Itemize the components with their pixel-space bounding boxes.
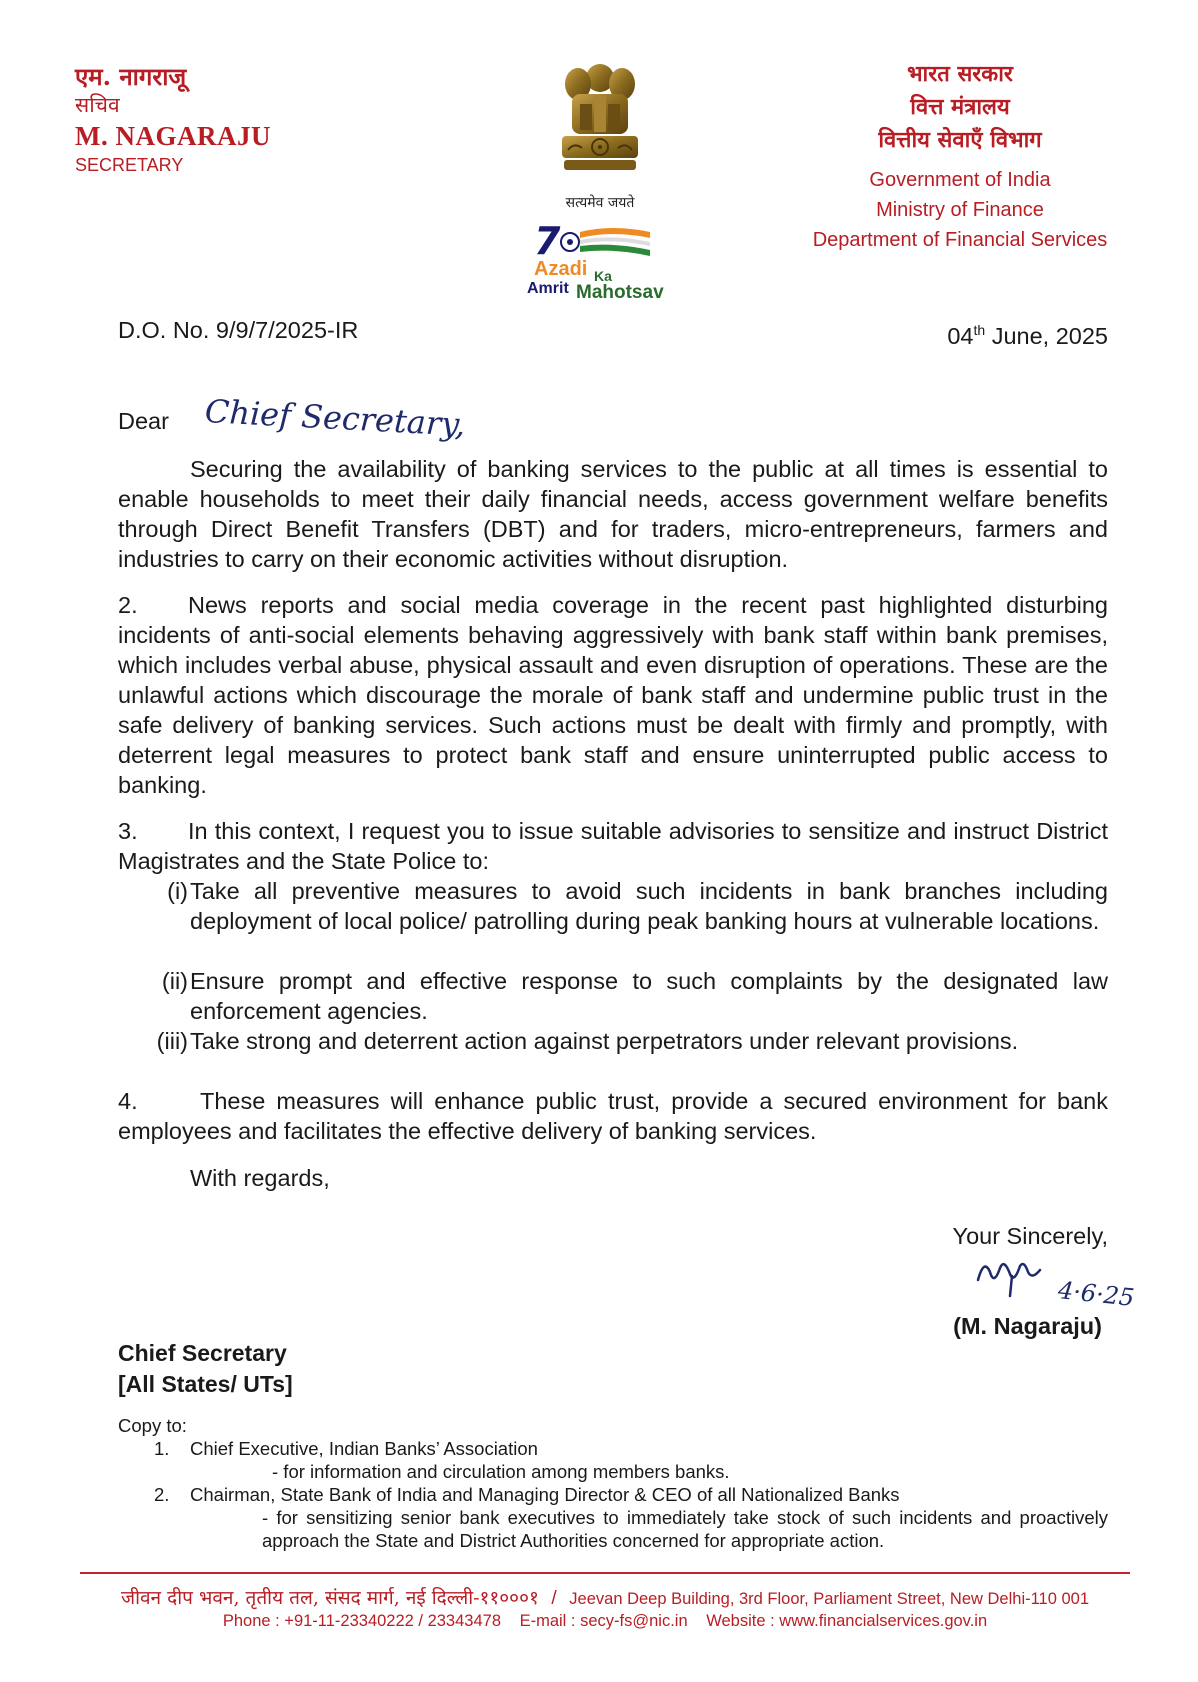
footer-divider (80, 1572, 1130, 1574)
list-item-text: Take strong and deterrent action against perpetrators under relevant provisions. (190, 1028, 1019, 1054)
sender-english-title: SECRETARY (75, 155, 184, 175)
dept-hindi-line1: भारत सरकार (907, 61, 1013, 87)
list-item-text: Ensure prompt and effective response to such complaints by the designated law enforcement agencies. (190, 968, 1108, 1024)
letter-date (930, 315, 1108, 351)
salutation: Dear (118, 408, 169, 434)
dept-english-line3: Department of Financial Services (812, 229, 1108, 251)
paragraph-3-number: 3. (118, 818, 138, 844)
svg-text:7: 7 (534, 219, 561, 263)
addressee-line2: [All States/ UTs] (118, 1371, 293, 1397)
sender-hindi-title: सचिव (75, 93, 120, 117)
sign-off: Your Sincerely, (952, 1223, 1108, 1249)
date-suffix: th (973, 322, 986, 338)
salutation-handwritten: Chief Secretary, (204, 392, 467, 444)
paragraph-2-number: 2. (118, 592, 138, 618)
logo-mahotsav-text: Mahotsav (576, 282, 664, 303)
footer-address (60, 1584, 1150, 1610)
paragraph-4-number: 4. (118, 1088, 138, 1114)
paragraph-1 (118, 454, 1108, 574)
footer-contact (60, 1612, 1150, 1631)
amrit-mahotsav-logo (526, 218, 676, 304)
emblem-motto: सत्यमेव जयते (565, 195, 635, 211)
footer-address-english: Jeevan Deep Building, 3rd Floor, Parliament Street, New Delhi-110 001 (569, 1590, 1090, 1608)
paragraph-2-text: News reports and social media coverage in the recent past highlighted disturbing incidents of anti-social elements behaving aggressively with bank staff within bank premises, which includes verbal abuse, physical assault and even disruption of operations. These are the unlawful actions which discourage the morale of bank staff and undermine public trust in the safe delivery of banking services. Such actions must be dealt with firmly and promptly, with deterrent legal measures to protect bank staff and ensure uninterrupted public access to banking. (118, 592, 1108, 798)
list-item (118, 876, 1108, 966)
copy-to-recipient: Chairman, State Bank of India and Managing Director & CEO of all Nationalized Banks (190, 1484, 900, 1505)
footer-website[interactable]: Website : www.financialservices.gov.in (706, 1612, 988, 1630)
department-block (790, 58, 1130, 255)
copy-to-recipient: Chief Executive, Indian Banks’ Association (190, 1438, 538, 1459)
footer-email[interactable]: E-mail : secy-fs@nic.in (519, 1612, 688, 1630)
sender-block (75, 62, 271, 176)
list-item (118, 966, 1108, 1026)
footer-separator: / (551, 1588, 557, 1609)
logo-amrit-text: Amrit (527, 280, 569, 297)
list-item-number: (ii) (161, 968, 188, 994)
footer-phone: Phone : +91-11-23340222 / 23343478 (222, 1612, 501, 1630)
dept-english-line2: Ministry of Finance (876, 199, 1044, 221)
copy-to-item (118, 1483, 1108, 1553)
footer-address-hindi: जीवन दीप भवन, तृतीय तल, संसद मार्ग, नई दिल्ली-११०००१ (120, 1587, 539, 1609)
copy-to-label: Copy to: (118, 1415, 187, 1436)
list-item-number: (i) (167, 878, 188, 904)
paragraph-4 (118, 1086, 1108, 1146)
closing: With regards, (190, 1165, 330, 1191)
dept-english-line1: Government of India (869, 169, 1051, 191)
list-item-number: (iii) (156, 1028, 188, 1054)
date-rest: June, 2025 (985, 322, 1108, 349)
national-emblem (540, 56, 660, 212)
copy-to-number: 1. (154, 1438, 170, 1459)
paragraph-2 (118, 590, 1108, 800)
copy-to-purpose: - for information and circulation among members banks. (272, 1461, 730, 1482)
dept-hindi-line2: वित्त मंत्रालय (910, 94, 1010, 120)
do-number: D.O. No. 9/9/7/2025-IR (118, 317, 359, 343)
list-item (118, 1026, 1108, 1056)
signature-icon (970, 1250, 1070, 1300)
dept-hindi-line3: वित्तीय सेवाएँ विभाग (878, 127, 1042, 153)
lion-capital-icon (550, 56, 650, 186)
list-item-text: Take all preventive measures to avoid such incidents in bank branches including deployment of local police/ patrolling during peak banking hours at vulnerable locations. (190, 878, 1108, 934)
sender-hindi-name: एम. नागराजू (75, 62, 187, 91)
logo-azadi-text: Azadi (534, 258, 588, 280)
paragraph-3-text: In this context, I request you to issue suitable advisories to sensitize and instruct District Magistrates and the State Police to: (118, 818, 1108, 874)
addressee-line1: Chief Secretary (118, 1340, 287, 1366)
signatory-name: (M. Nagaraju) (953, 1313, 1102, 1339)
copy-to-purpose: - for sensitizing senior bank executives to immediately take stock of such incidents and proactively approach the State and District Authorities concerned for appropriate action. (262, 1507, 1108, 1551)
addressee-block (118, 1338, 293, 1400)
logo-ka-text: Ka (594, 268, 612, 284)
paragraph-4-text: These measures will enhance public trust, provide a secured environment for bank employees and facilitates the effective delivery of banking services. (118, 1088, 1108, 1144)
date-day: 04 (947, 322, 974, 349)
sender-english-name: M. NAGARAJU (75, 121, 271, 151)
paragraph-1-text: Securing the availability of banking services to the public at all times is essential to enable households to meet their daily financial needs, access government welfare benefits through Direct Benefit Transfers (DBT) and for traders, micro-entrepreneurs, farmers and industries to carry on their economic activities without disruption. (118, 456, 1108, 572)
signature-date: 4·6·25 (1056, 1276, 1136, 1312)
paragraph-3 (118, 816, 1108, 876)
copy-to-number: 2. (154, 1484, 170, 1505)
